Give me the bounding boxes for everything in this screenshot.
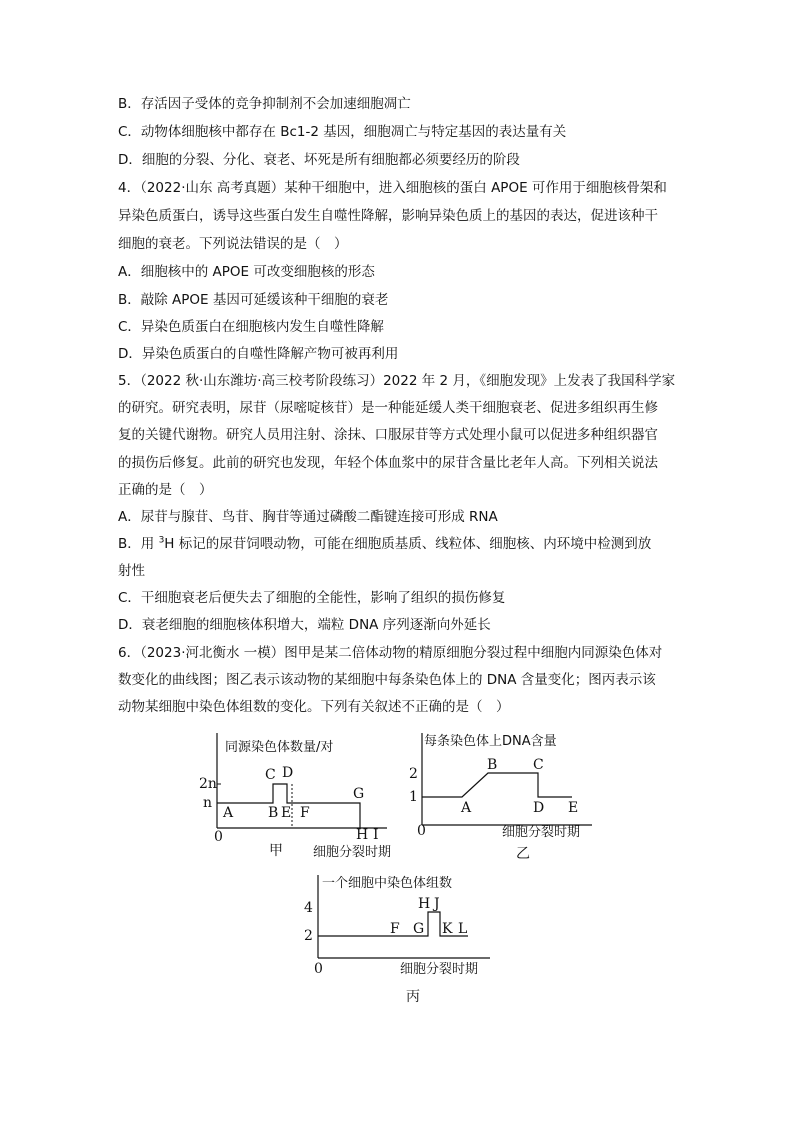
option-c-q5: C．干细胞衰老后便失去了细胞的全能性，影响了组织的损伤修复 — [118, 590, 506, 606]
bing-caption: 丙 — [406, 989, 420, 1005]
yi-ytick-1: 1 — [409, 789, 418, 805]
jia-point-g: G — [353, 786, 365, 802]
jia-point-h: H — [356, 827, 369, 843]
yi-xlabel: 细胞分裂时期 — [502, 825, 581, 840]
option-b-q5-prefix: B．用 — [118, 536, 155, 552]
jia-point-a: A — [223, 805, 234, 821]
isotope-superscript: 3 — [158, 535, 165, 546]
figure-yi — [400, 728, 600, 863]
jia-ylabel: 同源染色体数量/对 — [225, 740, 334, 755]
option-a-q4: A．细胞核中的 APOE 可改变细胞核的形态 — [118, 264, 375, 280]
question-5-stem-line2: 的研究。研究表明，尿苷（尿嘧啶核苷）是一种能延缓人类干细胞衰老、促进多组织再生修 — [118, 400, 658, 416]
bing-point-h: H — [418, 896, 431, 912]
bing-xlabel: 细胞分裂时期 — [400, 962, 479, 977]
bing-point-f: F — [390, 921, 400, 937]
question-5-stem-line1: 5．（2022 秋·山东潍坊·高三校考阶段练习）2022 年 2 月，《细胞发现》上发表了我国科学家 — [118, 373, 676, 389]
yi-ytick-2: 2 — [409, 766, 418, 782]
figure-bing — [298, 870, 498, 1010]
question-5-stem-line3: 复的关键代谢物。研究人员用注射、涂抹、口服尿苷等方式处理小鼠可以促进多种组织器官 — [118, 427, 658, 443]
jia-caption: 甲 — [269, 843, 283, 859]
option-d-q4: D．异染色质蛋白的自噬性降解产物可被再利用 — [118, 346, 399, 362]
option-b-q3: B．存活因子受体的竞争抑制剂不会加速细胞凋亡 — [118, 96, 411, 112]
bing-point-k: K — [442, 921, 453, 937]
jia-point-b: B — [268, 805, 279, 821]
option-c-q4: C．异染色质蛋白在细胞核内发生自噬性降解 — [118, 319, 384, 335]
jia-ytick-n: n — [203, 795, 213, 811]
yi-point-e: E — [568, 800, 579, 816]
yi-caption: 乙 — [516, 846, 530, 862]
bing-point-g: G — [413, 921, 425, 937]
question-4-stem-line3: 细胞的衰老。下列说法错误的是（ ） — [118, 236, 348, 252]
option-a-q5: A．尿苷与腺苷、鸟苷、胸苷等通过磷酸二酯键连接可形成 RNA — [118, 509, 498, 525]
jia-point-c: C — [265, 767, 276, 783]
question-4-stem-line1: 4．（2022·山东 高考真题）某种干细胞中，进入细胞核的蛋白 APOE 可作用于细胞核骨架和 — [118, 180, 667, 196]
option-d-q5: D．衰老细胞的细胞核体积增大，端粒 DNA 序列逐渐向外延长 — [118, 617, 491, 633]
question-6-stem-line3: 动物某细胞中染色体组数的变化。下列有关叙述不正确的是（ ） — [118, 699, 510, 715]
option-b-q5 — [118, 535, 651, 553]
question-5-stem-line4: 的损伤后修复。此前的研究也发现，年轻个体血浆中的尿苷含量比老年人高。下列相关说法 — [118, 455, 658, 471]
jia-point-i: I — [373, 827, 379, 843]
jia-xlabel: 细胞分裂时期 — [313, 845, 392, 860]
bing-point-l: L — [458, 921, 468, 937]
yi-curve — [422, 773, 572, 797]
bing-ytick-2: 2 — [304, 928, 313, 944]
jia-origin: 0 — [214, 829, 223, 845]
option-b-q5-rest: H 标记的尿苷饲喂动物，可能在细胞质基质、线粒体、细胞核、内环境中检测到放 — [164, 536, 652, 552]
question-5-stem-line5: 正确的是（ ） — [118, 482, 213, 498]
yi-point-d: D — [533, 800, 545, 816]
question-6-stem-line2: 数变化的曲线图；图乙表示该动物的某细胞中每条染色体上的 DNA 含量变化；图丙表示该 — [118, 672, 656, 688]
bing-ylabel: 一个细胞中染色体组数 — [322, 876, 453, 891]
jia-point-e: E — [281, 805, 292, 821]
jia-point-d: D — [282, 765, 294, 781]
question-4-stem-line2: 异染色质蛋白，诱导这些蛋白发生自噬性降解，影响异染色质上的基因的表达，促进该种干 — [118, 208, 658, 224]
jia-ytick-2n: 2n — [199, 776, 217, 792]
option-b-q5-cont: 射性 — [118, 563, 145, 579]
bing-point-j: J — [434, 896, 440, 912]
jia-point-f: F — [300, 805, 310, 821]
yi-point-b: B — [487, 757, 498, 773]
option-c-q3: C．动物体细胞核中都存在 Bc1-2 基因，细胞凋亡与特定基因的表达量有关 — [118, 124, 567, 140]
question-6-stem-line1: 6．（2023·河北衡水 一模）图甲是某二倍体动物的精原细胞分裂过程中细胞内同源染色体对 — [118, 645, 663, 661]
yi-point-a: A — [461, 800, 472, 816]
figure-jia — [195, 728, 395, 863]
yi-point-c: C — [533, 757, 544, 773]
yi-ylabel: 每条染色体上DNA含量 — [424, 734, 557, 749]
option-d-q3: D．细胞的分裂、分化、衰老、坏死是所有细胞都必须要经历的阶段 — [118, 152, 520, 168]
yi-origin: 0 — [417, 823, 426, 839]
option-b-q4: B．敲除 APOE 基因可延缓该种干细胞的衰老 — [118, 292, 389, 308]
bing-origin: 0 — [314, 961, 323, 977]
bing-ytick-4: 4 — [304, 900, 313, 916]
